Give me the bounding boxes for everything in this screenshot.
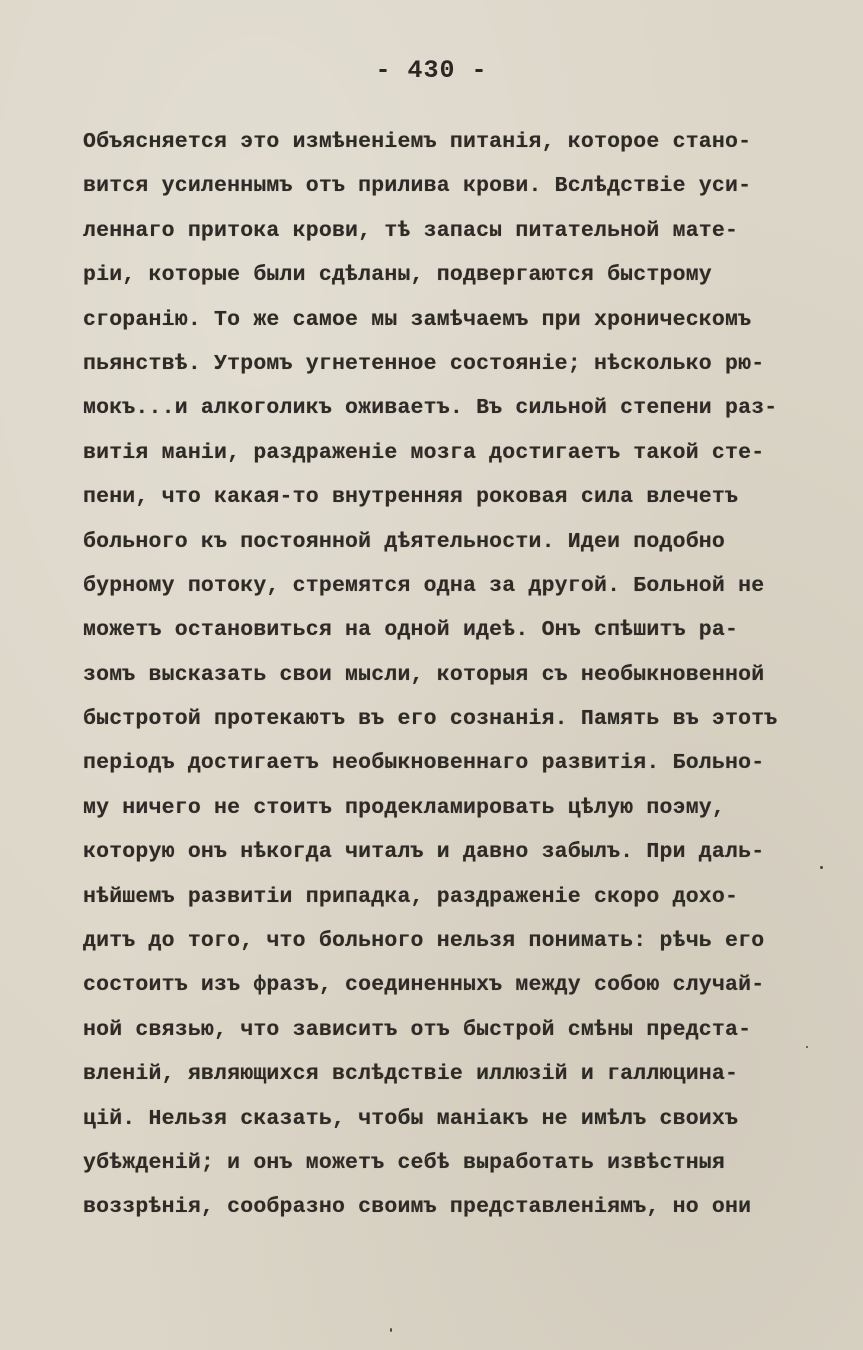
- text-line: ной связью, что зависитъ отъ быстрой смѣны предста-: [83, 1017, 752, 1042]
- text-line: леннаго притока крови, тѣ запасы питательной мате-: [83, 218, 739, 243]
- text-line: воззрѣнія, сообразно своимъ представленіямъ, но они: [83, 1195, 752, 1220]
- paper-speck: [820, 866, 823, 869]
- text-line: ріи, которые были сдѣланы, подвергаются быстрому: [83, 263, 712, 288]
- text-line: Объясняется это измѣненіемъ питанія, которое стано-: [83, 130, 752, 154]
- text-line: которую онъ нѣкогда читалъ и давно забылъ. При даль-: [83, 840, 765, 865]
- text-line: убѣжденій; и онъ можетъ себѣ выработать извѣстныя: [83, 1150, 726, 1175]
- text-line: витія маніи, раздраженіе мозга достигаетъ такой сте-: [83, 440, 765, 465]
- text-line: періодъ достигаетъ необыкновеннаго развитія. Больно-: [83, 751, 765, 776]
- body-text: [83, 120, 813, 1230]
- text-line: бурному потоку, стремятся одна за другой. Больной не: [83, 573, 765, 598]
- text-line: зомъ высказать свои мысли, которыя съ необыкновенной: [83, 662, 765, 687]
- page-number: - 430 -: [375, 56, 488, 85]
- text-line: мокъ...и алкоголикъ оживаетъ. Въ сильной степени раз-: [83, 396, 778, 421]
- paper-speck: [390, 1328, 392, 1332]
- text-line: пени, что какая-то внутренняя роковая сила влечетъ: [83, 485, 739, 510]
- text-line: сгоранію. То же самое мы замѣчаемъ при хроническомъ: [83, 307, 752, 332]
- text-line: дитъ до того, что больного нельзя понимать: рѣчь его: [83, 929, 765, 954]
- text-line: му ничего не стоитъ продекламировать цѣлую поэму,: [83, 795, 726, 820]
- text-line: больного къ постоянной дѣятельности. Идеи подобно: [83, 529, 726, 554]
- text-line: состоитъ изъ фразъ, соединенныхъ между собою случай-: [83, 973, 765, 998]
- text-line: вленій, являющихся вслѣдствіе иллюзій и галлюцина-: [83, 1062, 739, 1087]
- paper-speck: [806, 1046, 808, 1048]
- text-line: можетъ остановиться на одной идеѣ. Онъ спѣшитъ ра-: [83, 618, 739, 643]
- text-line: вится усиленнымъ отъ прилива крови. Вслѣдствіе уси-: [83, 174, 752, 199]
- text-line: цій. Нельзя сказать, чтобы маніакъ не имѣлъ своихъ: [83, 1106, 739, 1131]
- text-line: нѣйшемъ развитіи припадка, раздраженіе скоро дохо-: [83, 884, 739, 909]
- text-line: быстротой протекаютъ въ его сознанія. Память въ этотъ: [83, 707, 778, 732]
- text-line: пьянствѣ. Утромъ угнетенное состояніе; нѣсколько рю-: [83, 351, 765, 376]
